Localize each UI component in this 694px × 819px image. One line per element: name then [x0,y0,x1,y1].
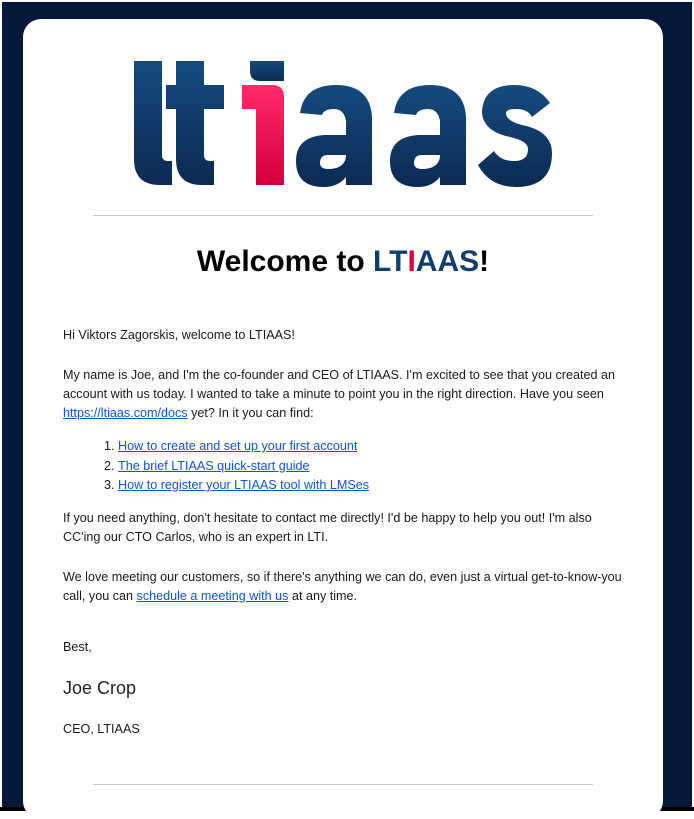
greeting-text: Hi Viktors Zagorskis, welcome to LTIAAS! [63,328,295,342]
account-setup-link[interactable]: How to create and set up your first account [118,439,358,453]
signoff-text: Best, [63,640,92,654]
list-item [118,457,623,477]
email-card [23,19,663,819]
ltiaas-logo [132,57,554,187]
signature-name: Joe Crop [63,678,137,698]
register-tool-link[interactable]: How to register your LTIAAS tool with LMSes [118,478,370,492]
page-title [23,245,663,279]
divider-bottom [93,784,593,785]
list-item [118,476,623,496]
title-suffix: ! [479,245,490,278]
title-brand-i: I [407,245,416,278]
meeting-text-end: at any time. [288,589,358,603]
docs-list [63,437,623,496]
signature-title: CEO, LTIAAS [63,722,140,736]
divider-top [93,215,593,216]
list-item [118,437,623,457]
intro-text-end: yet? In it you can find: [187,406,314,420]
contact-paragraph: If you need anything, don't hesitate to contact me directly! I'd be happy to help you out! I'm also CC'ing our CTO Carlos, who is an expert in LTI. [63,511,592,544]
schedule-meeting-link[interactable]: schedule a meeting with us [136,589,289,603]
title-prefix: Welcome to [196,245,374,278]
meeting-text: We love meeting our customers, so if there's anything we can do, even just a virtual get-to-know-you call, you can [63,570,622,603]
meeting-paragraph [63,568,623,606]
title-brand-aas: AAS [415,245,480,278]
intro-paragraph [63,366,623,423]
title-brand-lt: LT [373,245,408,278]
intro-text: My name is Joe, and I'm the co-founder and CEO of LTIAAS. I'm excited to see that you created an account with us today. I wanted to take a minute to point you in the right direction. Have you seen [63,368,615,401]
docs-link[interactable]: https://ltiaas.com/docs [63,406,188,420]
quickstart-link[interactable]: The brief LTIAAS quick-start guide [118,458,310,473]
